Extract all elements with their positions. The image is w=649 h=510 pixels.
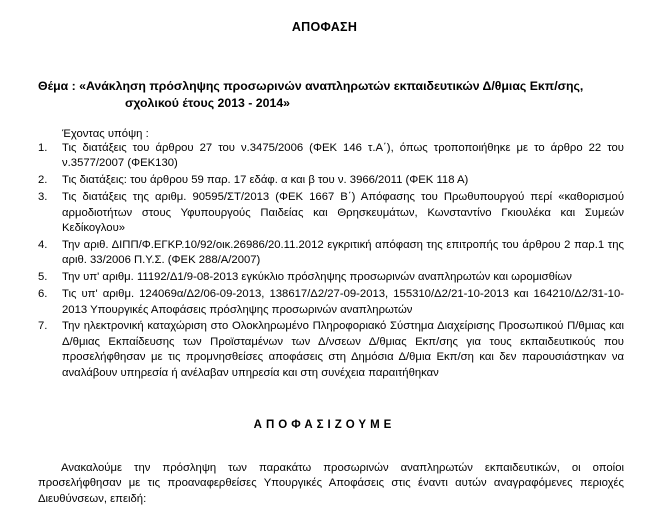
list-item: [38, 141, 624, 172]
subject-line-1: «Ανάκληση πρόσληψης προσωρινών αναπληρωτών εκπαιδευτικών Δ/θμιας Εκπ/σης,: [79, 79, 584, 93]
list-item: [38, 270, 624, 285]
item-number: 1.: [38, 142, 48, 154]
considering-heading: Έχοντας υπόψη :: [62, 128, 149, 140]
list-item: [38, 287, 624, 318]
item-text: Την υπ' αριθμ. 11192/Δ1/9-08-2013 εγκύκλιο πρόσληψης προσωρινών αναπληρωτών και ωρομισθίων: [62, 271, 572, 284]
conclusion-paragraph: Ανακαλούμε την πρόσληψη των παρακάτω προσωρινών αναπληρωτών εκπαιδευτικών, οι οποίοι προσελήφθησαν με τις προαναφερθείσες Υπουργικές Αποφάσεις στις έναντι αυτών αναγραφόμενες περιοχές Διευθύνσεων, επειδή:: [38, 462, 624, 505]
subject-block: [38, 78, 624, 112]
item-text: Τις υπ' αριθμ. 124069α/Δ2/06-09-2013, 138617/Δ2/27-09-2013, 155310/Δ2/21-10-2013 και 164210/Δ2/31-10-2013 Υπουργικές Αποφάσεις πρόσληψης προσωρινών αναπληρωτών: [62, 288, 624, 316]
item-text: Τις διατάξεις: του άρθρου 59 παρ. 17 εδάφ. α και β του ν. 3966/2011 (ΦΕΚ 118 Α): [62, 174, 469, 187]
document-title: ΑΠΟΦΑΣΗ: [291, 20, 358, 34]
item-text: Την ηλεκτρονική καταχώριση στο Ολοκληρωμένο Πληροφοριακό Σύστημα Διαχείρισης Προσωπικού Π/θμιας και Δ/θμιας Εκπαίδευσης των Προϊσταμένων των Δ/νσεων Δ/θμιας Εκπ/σης για τους εκπαιδευτικούς που προσελήφθησαν με τις προμνησθείσες αποφάσεις στη Δημόσια Δ/θμια Εκπ/ση και δεν παρουσιάστηκαν να αναλάβουν υπηρεσία ή ανέλαβαν υπηρεσία και στη συνέχεια παραιτήθηκαν: [62, 320, 624, 379]
subject-line-2: σχολικού έτους 2013 - 2014»: [125, 96, 290, 110]
list-item: [38, 190, 624, 236]
item-number: 7.: [38, 320, 48, 333]
decide-heading: ΑΠΟΦΑΣΙΖΟΥΜΕ: [253, 419, 396, 431]
item-number: 2.: [38, 174, 48, 187]
item-text: Τις διατάξεις της αριθμ. 90595/ΣΤ/2013 (ΦΕΚ 1667 Β΄) Απόφασης του Πρωθυπουργού περί «καθορισμού αρμοδιοτήτων στους Υφυπουργούς Παιδείας και Θρησκευμάτων, Κωνσταντίνο Γκιουλέκα και Συμεών Κεδίκογλου»: [62, 191, 624, 235]
item-text: Την αριθ. ΔΙΠΠ/Φ.ΕΓΚΡ.10/92/οικ.26986/20.11.2012 εγκριτική απόφαση της επιτροπής του άρθρου 2 παρ.1 της αριθ. 33/2006 Π.Υ.Σ. (ΦΕΚ 288/Α/2007): [62, 238, 624, 267]
considerations-list: [38, 141, 624, 383]
subject-label: Θέμα :: [38, 79, 76, 93]
item-number: 5.: [38, 271, 48, 284]
item-number: 4.: [38, 238, 48, 251]
item-text: Τις διατάξεις του άρθρου 27 του ν.3475/2006 (ΦΕΚ 146 τ.Α΄), όπως τροποποιήθηκε με το άρθρο 22 του ν.3577/2007 (ΦΕΚ130): [62, 142, 624, 170]
list-item: [38, 319, 624, 381]
list-item: [38, 173, 624, 188]
item-number: 6.: [38, 288, 48, 301]
item-number: 3.: [38, 191, 48, 204]
list-item: [38, 238, 624, 269]
